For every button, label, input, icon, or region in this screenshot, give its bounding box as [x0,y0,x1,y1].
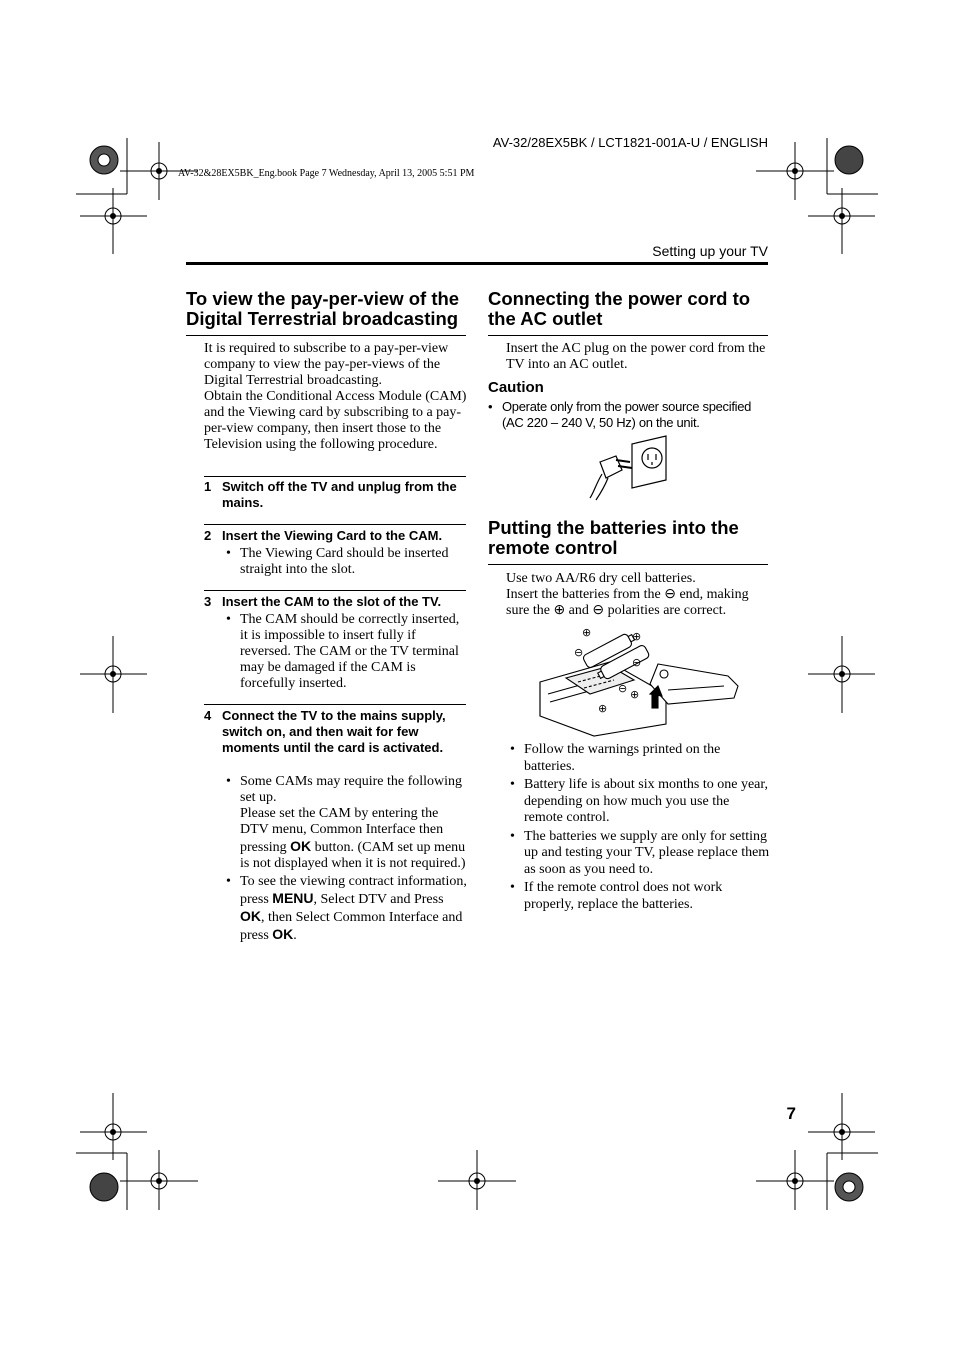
step-number: 1 [204,479,212,494]
ok-key-label: OK [272,926,294,942]
battery-heading-block [488,518,770,558]
divider [488,335,768,336]
plus-symbol: ⊕ [553,603,566,618]
list-item: • If the remote control does not work properly, replace the batteries. [508,880,770,913]
ok-key-label: OK [240,908,261,924]
left-heading-block [186,289,468,329]
step-2-notes [224,546,468,580]
divider [204,476,466,477]
step-text: Insert the Viewing Card to the CAM. [222,528,443,543]
step-number: 3 [204,594,212,609]
battery-notes [508,742,770,915]
step-4 [204,708,468,756]
pay-per-view-heading: To view the pay-per-view of the Digital Terrestrial broadcasting [186,288,460,329]
plus-icon: ⊕ [632,630,642,643]
power-heading-block [488,289,770,329]
list-item: • Some CAMs may require the following set up. Please set the CAM by entering the DTV menu, Common Interface then pressing OK button. (CAM set up menu is not displayed when it is not required.) [224,774,468,872]
divider [488,564,768,565]
ok-key-label: OK [290,838,312,854]
step-text: Insert the CAM to the slot of the TV. [222,594,442,609]
list-item: • To see the viewing contract information, press MENU, Select DTV and Press OK, then Select Common Interface and press OK. [224,874,468,944]
plus-icon: ⊕ [598,702,608,715]
list-item: • The CAM should be correctly inserted, it is impossible to insert fully if reversed. The CAM or the TV terminal may be damaged if the CAM is forcefully inserted. [224,612,468,692]
step-1 [204,479,468,511]
remote-batteries-illustration [538,624,744,738]
step-number: 4 [204,708,212,723]
step-number: 2 [204,528,212,543]
model-number: AV-32/28EX5BK / LCT1821-001A-U / ENGLISH [492,135,768,150]
ac-plug-illustration [586,434,674,502]
power-cord-heading: Connecting the power cord to the AC outlet [488,288,751,329]
plus-icon: ⊕ [582,626,592,639]
minus-symbol: ⊖ [664,587,676,602]
minus-icon: ⊖ [574,646,584,659]
intro-text [204,341,468,453]
list-item: • Follow the warnings printed on the batteries. [508,742,770,775]
list-item: • The batteries we supply are only for setting up and testing your TV, please replace them as soon as you need to. [508,829,770,879]
step-text: Switch off the TV and unplug from the mains. [222,479,457,510]
step-2 [204,528,468,544]
power-text: Insert the AC plug on the power cord from the TV into an AC outlet. [506,341,766,372]
minus-icon: ⊖ [618,682,628,695]
divider [204,524,466,525]
plus-icon: ⊕ [630,688,640,701]
list-item: • The Viewing Card should be inserted straight into the slot. [224,546,468,578]
caution-note: • Operate only from the power source specified (AC 220 – 240 V, 50 Hz) on the unit. [488,399,770,431]
intro-paragraph-1: It is required to subscribe to a pay-per-view company to view the pay-per-views of the Digital Terrestrial broadcasting. [204,341,449,388]
list-item: • Battery life is about six months to one year, depending on how much you use the remote control. [508,777,770,827]
section-title: Setting up your TV [652,243,768,259]
step-text: Connect the TV to the mains supply, switch on, and then wait for few moments until the card is activated. [222,708,446,755]
step-4-notes [224,774,468,946]
minus-symbol: ⊖ [592,603,605,618]
header-rule [186,262,768,265]
batteries-heading: Putting the batteries into the remote control [488,517,739,558]
page-number: 7 [786,1104,796,1123]
caution-title: Caution [488,379,544,396]
book-info: AV-32&28EX5BK_Eng.book Page 7 Wednesday, April 13, 2005 5:51 PM [178,168,475,179]
step-3 [204,594,468,610]
step-3-notes [224,612,468,694]
battery-text: Use two AA/R6 dry cell batteries. Insert the batteries from the ⊖ end, making sure the ⊕ and ⊖ polarities are correct. [506,571,749,618]
caution-text: Operate only from the power source specified (AC 220 – 240 V, 50 Hz) on the unit. [502,399,752,430]
divider [186,335,466,336]
minus-icon: ⊖ [632,656,642,669]
intro-paragraph-2: Obtain the Conditional Access Module (CAM) and the Viewing card by subscribing to a pay-per-view company, then insert those to the Television using the following procedure. [204,389,467,452]
divider [204,590,466,591]
divider [204,704,466,705]
menu-key-label: MENU [272,890,314,906]
